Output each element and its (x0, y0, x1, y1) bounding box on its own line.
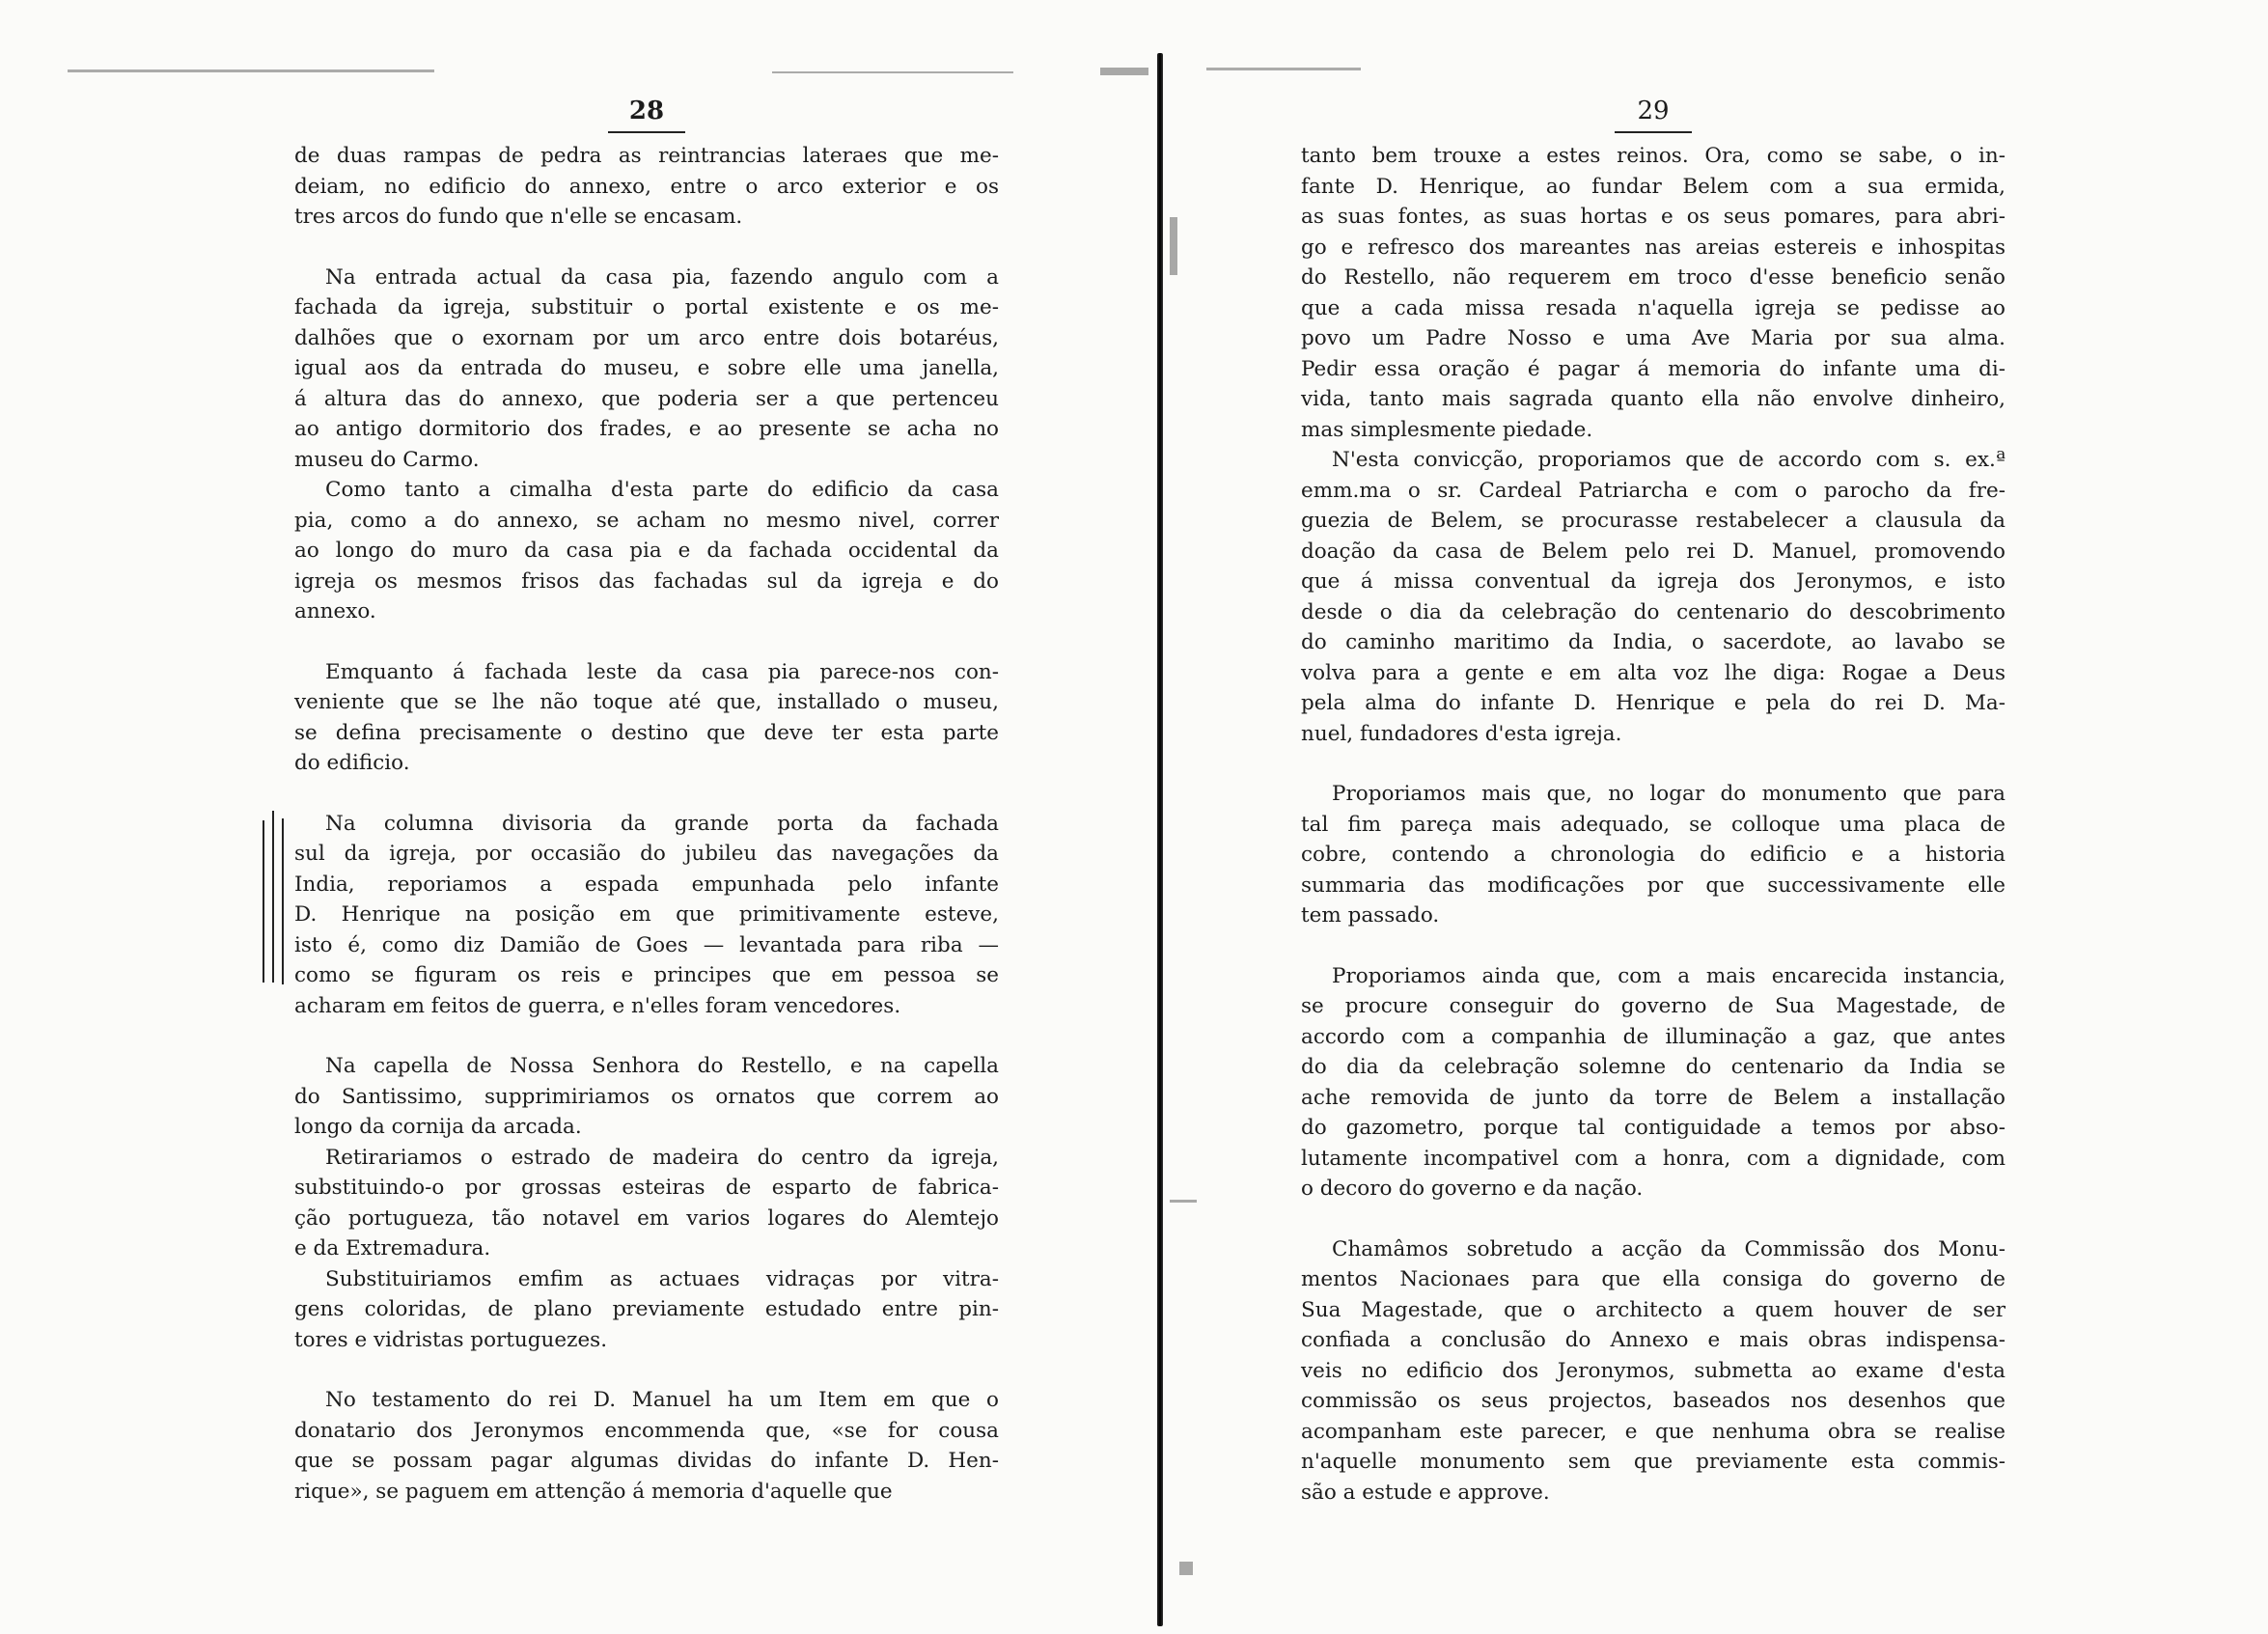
paragraph (294, 1264, 999, 1356)
text-line: do dia da celebração solemne do centenario da India se (1301, 1055, 2005, 1079)
text-line: veis no edificio dos Jeronymos, submetta ao exame d'esta (1301, 1358, 2005, 1383)
paragraph (294, 1385, 999, 1507)
page-body (294, 141, 999, 1507)
text-line: India, reporiamos a espada empunhada pelo infante (294, 872, 999, 897)
text-line: emm.ma o sr. Cardeal Patriarcha e com o parocho da fre- (1301, 478, 2005, 503)
text-line: as suas fontes, as suas hortas e os seus pomares, para abri- (1301, 205, 2005, 229)
text-line: museu do Carmo. (294, 447, 480, 472)
gutter-noise (1170, 1200, 1197, 1203)
text-line: dalhões que o exornam por um arco entre dois botaréus, (294, 325, 999, 350)
text-line: fachada da igreja, substituir o portal existente e os me- (294, 295, 999, 319)
text-line: Proporiamos mais que, no logar do monumento que para (1332, 782, 2005, 806)
margin-mark (272, 811, 274, 983)
paragraph (294, 475, 999, 627)
text-line: acompanham este parecer, e que nenhuma obra se realise (1301, 1419, 2005, 1444)
text-line: que a cada missa resada n'aquella igreja se pedisse ao (1301, 295, 2005, 320)
scan-smudge (772, 71, 1013, 73)
gutter-noise (1179, 1562, 1193, 1575)
page-number: 28 (608, 97, 685, 133)
text-line: Chamâmos sobretudo a acção da Commissão dos Monu- (1332, 1236, 2005, 1261)
text-line: tal fim pareça mais adequado, se colloque uma placa de (1301, 812, 2005, 837)
text-line: Pedir essa oração é pagar á memoria do infante uma di- (1301, 356, 2005, 381)
margin-mark (263, 820, 264, 983)
text-line: tres arcos do fundo que n'elle se encasam. (294, 205, 743, 229)
text-line: ção portugueza, tão notavel em varios logares do Alemtejo (294, 1205, 999, 1231)
text-line: tem passado. (1301, 903, 1440, 928)
text-line: accordo com a companhia de illuminação a gaz, que antes (1301, 1024, 2005, 1049)
text-line: que á missa conventual da igreja dos Jeronymos, e isto (1301, 569, 2005, 594)
text-line: No testamento do rei D. Manuel ha um Item em que o (325, 1388, 999, 1412)
text-line: veniente que se lhe não toque até que, installado o museu, (294, 690, 999, 714)
text-line: guezia de Belem, se procurasse restabelecer a clausula da (1301, 509, 2005, 533)
text-line: D. Henrique na posição em que primitivamente esteve, (294, 902, 999, 927)
paragraph (294, 1143, 999, 1264)
text-line: gens coloridas, de plano previamente estudado entre pin- (294, 1297, 999, 1321)
text-line: n'aquelle monumento sem que previamente esta commis- (1301, 1450, 2005, 1474)
text-line: são a estude e approve. (1301, 1480, 1550, 1505)
text-line: mas simplesmente piedade. (1301, 417, 1593, 442)
text-line: summaria das modificações por que successivamente elle (1301, 872, 2005, 898)
paragraph-gap (1301, 1205, 2005, 1234)
text-line: que se possam pagar algumas dividas do infante D. Hen- (294, 1449, 999, 1473)
text-line: Na columna divisoria da grande porta da fachada (325, 811, 999, 836)
text-line: ache removida de junto da torre de Belem a installação (1301, 1085, 2005, 1110)
text-line: annexo. (294, 599, 376, 623)
text-line: N'esta convicção, proporiamos que de accordo com s. ex.ª (1332, 448, 2005, 472)
paragraph-gap (1301, 931, 2005, 961)
text-line: o decoro do governo e da nação. (1301, 1177, 1644, 1201)
page-number: 29 (1615, 97, 1692, 133)
gutter-noise (1170, 217, 1177, 275)
text-line: do gazometro, porque tal contiguidade a temos por abso- (1301, 1116, 2005, 1140)
text-line: nuel, fundadores d'esta igreja. (1301, 721, 1622, 746)
text-line: confiada a conclusão do Annexo e mais obras indispensa- (1301, 1328, 2005, 1352)
paragraph (294, 809, 999, 1022)
text-line: ao antigo dormitorio dos frades, e ao presente se acha no (294, 417, 999, 441)
text-line: e da Extremadura. (294, 1236, 491, 1260)
text-line: Emquanto á fachada leste da casa pia parece-nos con- (325, 659, 999, 684)
text-line: fante D. Henrique, ao fundar Belem com a sua ermida, (1301, 174, 2005, 199)
paragraph (1301, 779, 2005, 931)
text-line: ao longo do muro da casa pia e da fachada occidental da (294, 539, 999, 563)
text-line: Como tanto a cimalha d'esta parte do edificio da casa (325, 478, 999, 502)
text-line: á altura das do annexo, que poderia ser a que pertenceu (294, 386, 999, 411)
paragraph (1301, 1234, 2005, 1509)
paragraph (1301, 141, 2005, 445)
text-line: isto é, como diz Damião de Goes — levantada para riba — (294, 932, 999, 957)
paragraph (294, 1051, 999, 1143)
text-line: Na capella de Nossa Senhora do Restello, e na capella (325, 1054, 999, 1078)
paragraph (294, 141, 999, 233)
paragraph-gap (294, 627, 999, 657)
text-line: povo um Padre Nosso e uma Ave Maria por sua alma. (1301, 326, 2005, 350)
gutter-noise (1100, 68, 1148, 75)
text-line: tores e vidristas portuguezes. (294, 1327, 608, 1352)
text-line: lutamente incompativel com a honra, com a dignidade, com (1301, 1146, 2005, 1171)
scan-smudge (68, 69, 434, 72)
paragraph (294, 657, 999, 779)
text-line: tanto bem trouxe a estes reinos. Ora, como se sabe, o in- (1301, 144, 2005, 168)
text-line: substituindo-o por grossas esteiras de esparto de fabrica- (294, 1176, 999, 1200)
book-gutter (1157, 53, 1163, 1626)
text-line: igreja os mesmos frisos das fachadas sul da igreja e do (294, 568, 999, 594)
right-page (1301, 97, 2005, 1508)
page-body (1301, 141, 2005, 1508)
text-line: Sua Magestade, que o architecto a quem houver de ser (1301, 1297, 2005, 1322)
text-line: Retirariamos o estrado de madeira do centro da igreja, (325, 1145, 999, 1170)
paragraph-gap (294, 1021, 999, 1051)
paragraph (294, 263, 999, 476)
paragraph (1301, 445, 2005, 749)
text-line: desde o dia da celebração do centenario do descobrimento (1301, 599, 2005, 624)
text-line: longo da cornija da arcada. (294, 1115, 582, 1139)
text-line: como se figuram os reis e principes que em pessoa se (294, 963, 999, 987)
text-line: pela alma do infante D. Henrique e pela do rei D. Ma- (1301, 691, 2005, 715)
paragraph-gap (294, 1355, 999, 1385)
scan-smudge (1206, 68, 1361, 70)
paragraph (1301, 961, 2005, 1205)
text-line: donatario dos Jeronymos encommenda que, «se for cousa (294, 1418, 999, 1443)
text-line: Na entrada actual da casa pia, fazendo angulo com a (325, 264, 999, 290)
text-line: sul da igreja, por occasião do jubileu das navegações da (294, 842, 999, 866)
text-line: deiam, no edificio do annexo, entre o arco exterior e os (294, 174, 999, 199)
text-line: doação da casa de Belem pelo rei D. Manuel, promovendo (1301, 539, 2005, 564)
text-line: commissão os seus projectos, baseados nos desenhos que (1301, 1389, 2005, 1413)
text-line: se procure conseguir do governo de Sua Magestade, de (1301, 994, 2005, 1018)
text-line: go e refresco dos mareantes nas areias estereis e inhospitas (1301, 235, 2005, 260)
text-line: do Santissimo, supprimiriamos os ornatos que correm ao (294, 1084, 999, 1109)
text-line: do Restello, não requerem em troco d'esse beneficio senão (1301, 265, 2005, 290)
paragraph-gap (1301, 749, 2005, 779)
text-line: volva para a gente e em alta voz lhe diga: Rogae a Deus (1301, 660, 2005, 685)
text-line: vida, tanto mais sagrada quanto ella não envolve dinheiro, (1301, 387, 2005, 411)
text-line: de duas rampas de pedra as reintrancias lateraes que me- (294, 144, 999, 168)
paragraph-gap (294, 779, 999, 809)
text-line: rique», se paguem em attenção á memoria d'aquelle que (294, 1479, 893, 1504)
paragraph-gap (294, 233, 999, 263)
text-line: Substituiriamos emfim as actuaes vidraças por vitra- (325, 1266, 999, 1291)
left-page (294, 97, 999, 1507)
text-line: acharam em feitos de guerra, e n'elles foram vencedores. (294, 993, 901, 1018)
text-line: se defina precisamente o destino que deve ter esta parte (294, 720, 999, 745)
text-line: Proporiamos ainda que, com a mais encarecida instancia, (1332, 963, 2005, 988)
text-line: cobre, contendo a chronologia do edificio e a historia (1301, 843, 2005, 867)
text-line: do caminho maritimo da India, o sacerdote, ao lavabo se (1301, 630, 2005, 654)
text-line: do edificio. (294, 751, 410, 775)
text-line: pia, como a do annexo, se acham no mesmo nivel, correr (294, 508, 999, 533)
margin-mark (282, 818, 284, 984)
text-line: igual aos da entrada do museu, e sobre elle uma janella, (294, 356, 999, 380)
text-line: mentos Nacionaes para que ella consiga do governo de (1301, 1267, 2005, 1291)
